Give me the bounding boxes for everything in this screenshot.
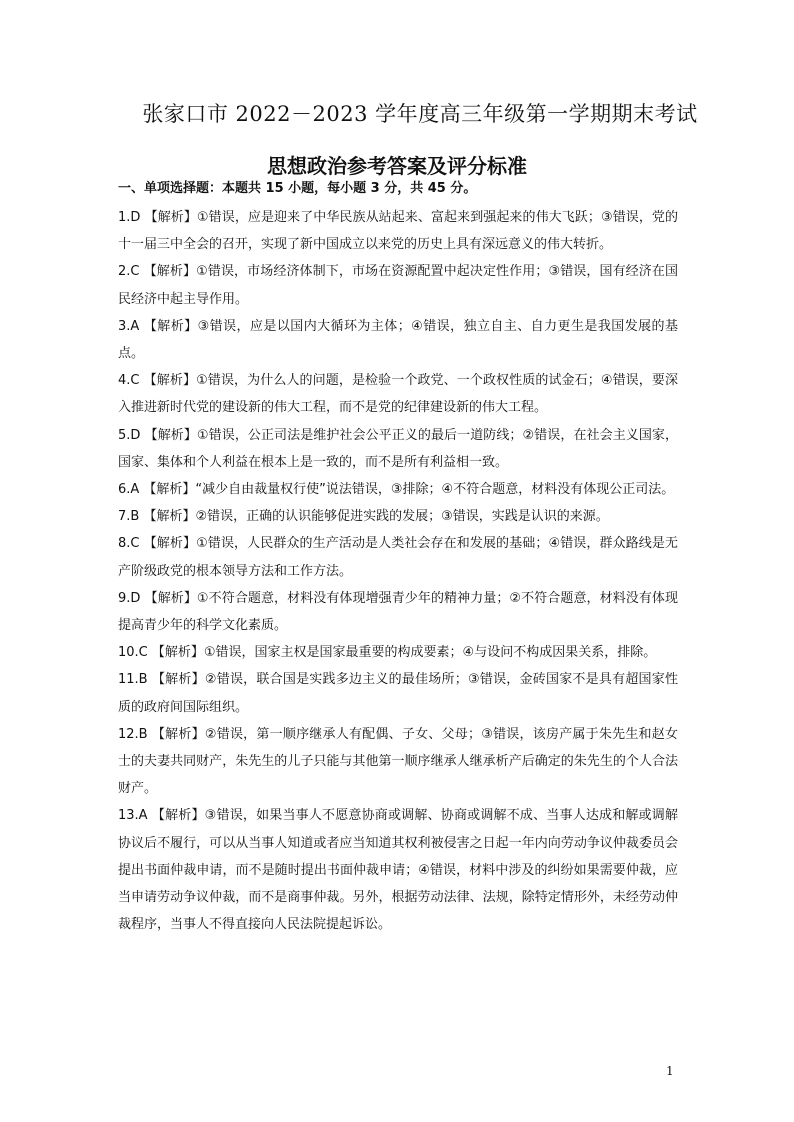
answer-item-11: 11.B 【解析】②错误，联合国是实践多边主义的最佳场所；③错误，金砖国家不是具有超国家性质的政府间国际组织。: [118, 672, 678, 715]
answer-item-5: 5.D 【解析】①错误，公正司法是维护社会公平正义的最后一道防线；②错误，在社会主义国家，国家、集体和个人利益在根本上是一致的，而不是所有利益相一致。: [118, 427, 678, 470]
answer-item-7: 7.B 【解析】②错误，正确的认识能够促进实践的发展；③错误，实践是认识的来源。: [118, 509, 609, 525]
answer-item-1: 1.D 【解析】①错误，应是迎来了中华民族从站起来、富起来到强起来的伟大飞跃；③错误，党的十一届三中全会的召开，实现了新中国成立以来党的历史上具有深远意义的伟大转折。: [118, 210, 678, 253]
answer-item-9: 9.D 【解析】①不符合题意，材料没有体现增强青少年的精神力量；②不符合题意，材料没有体现提高青少年的科学文化素质。: [118, 590, 678, 634]
answer-item-8: 8.C 【解析】①错误，人民群众的生产活动是人类社会存在和发展的基础；④错误，群众路线是无产阶级政党的根本领导方法和工作方法。: [118, 536, 678, 579]
answer-item-4: 4.C 【解析】①错误，为什么人的问题，是检验一个政党、一个政权性质的试金石；④错误，要深入推进新时代党的建设新的伟大工程，而不是党的纪律建设新的伟大工程。: [118, 373, 678, 416]
answer-list: [118, 204, 678, 938]
document-title: 张家口市 2022－2023 学年度高三年级第一学期期末考试: [142, 102, 698, 126]
answer-item-6: 6.A 【解析】“减少自由裁量权行使”说法错误，③排除；④不符合题意，材料没有体现公正司法。: [118, 482, 675, 498]
answer-item-12: 12.B 【解析】②错误，第一顺序继承人有配偶、子女、父母；③错误，该房产属于朱先生和赵女士的夫妻共同财产，朱先生的儿子只能与其他第一顺序继承人继承析产后确定的朱先生的个人合法财产。: [118, 726, 678, 797]
section-heading: 一、单项选择题：本题共 15 小题，每小题 3 分，共 45 分。: [118, 181, 477, 196]
answer-item-3: 3.A 【解析】③错误，应是以国内大循环为主体；④错误，独立自主、自力更生是我国发展的基点。: [118, 318, 678, 362]
page-number: 1: [666, 1064, 674, 1078]
answer-item-10: 10.C 【解析】①错误，国家主权是国家最重要的构成要素；④与设问不构成因果关系，排除。: [118, 645, 657, 661]
document-subtitle: 思想政治参考答案及评分标准: [267, 154, 527, 178]
answer-item-13: 13.A 【解析】③错误，如果当事人不愿意协商或调解、协商或调解不成、当事人达成和解或调解协议后不履行，可以从当事人知道或者应当知道其权利被侵害之日起一年内向劳动争议仲裁委员会提出书面仲裁申请，而不是随时提出书面仲裁申请；④错误，材料中涉及的纠纷如果需要仲裁，应当申请劳动争议仲裁，而不是商事仲裁。另外，根据劳动法律、法规，除特定情形外，未经劳动仲裁程序，当事人不得直接向人民法院提起诉讼。: [118, 808, 678, 933]
answer-item-2: 2.C 【解析】①错误，市场经济体制下，市场在资源配置中起决定性作用；③错误，国有经济在国民经济中起主导作用。: [118, 264, 678, 307]
